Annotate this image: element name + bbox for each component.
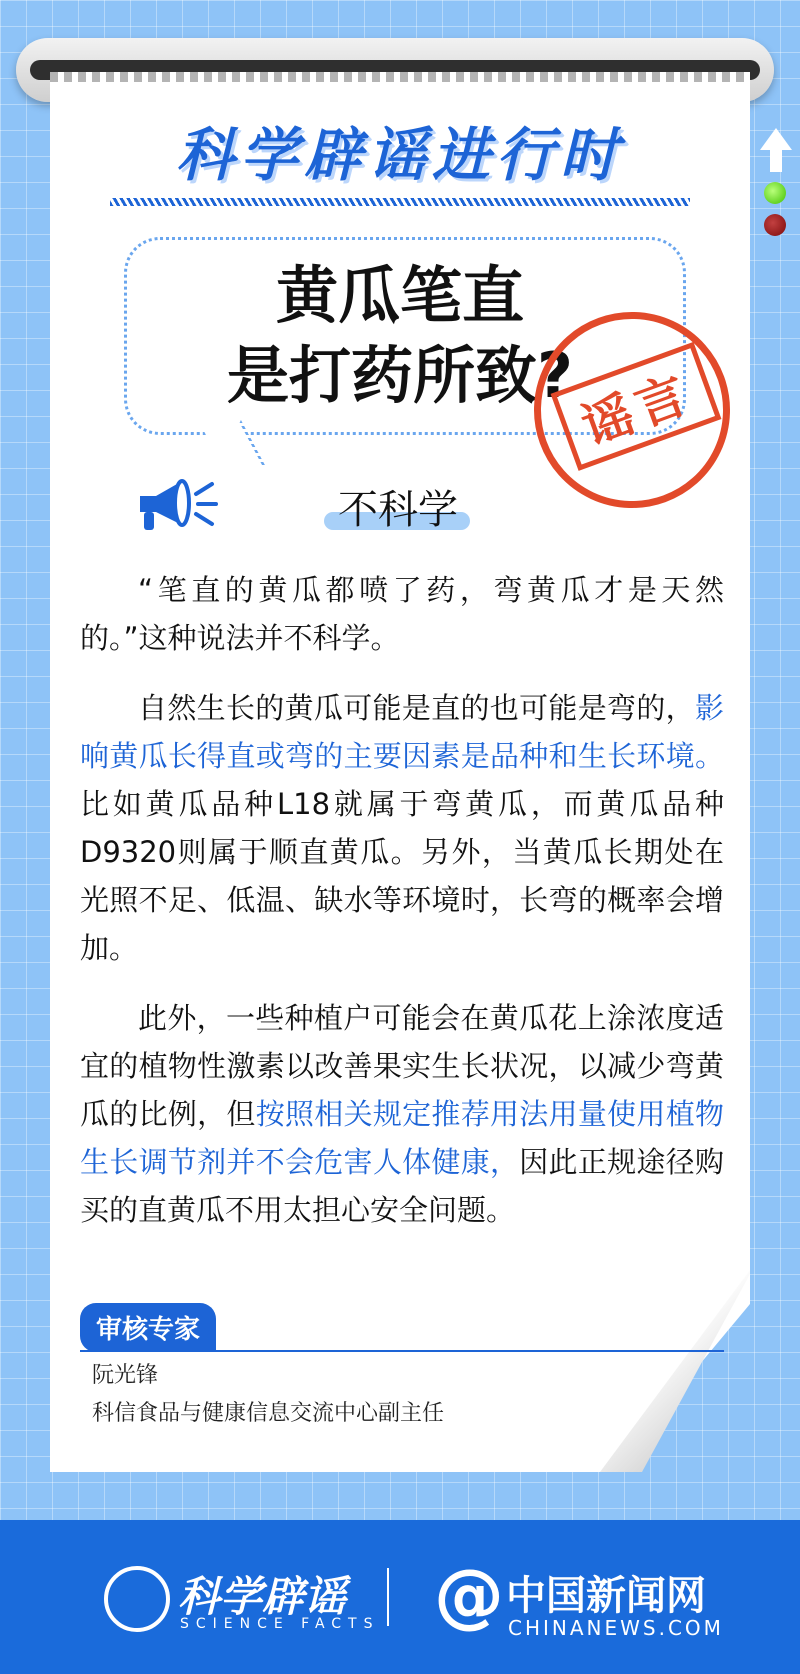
expert-section bbox=[80, 1303, 724, 1428]
paper-perforation bbox=[50, 72, 750, 82]
at-sign-logo-icon: @ bbox=[434, 1554, 504, 1636]
green-dot-icon bbox=[764, 182, 786, 204]
footer bbox=[0, 1520, 800, 1674]
rumor-title-line2: 是打药所致? bbox=[227, 339, 573, 412]
red-dot-icon bbox=[764, 214, 786, 236]
article-p2-text-a: 自然生长的黄瓜可能是直的也可能是弯的， bbox=[138, 691, 695, 725]
science-facts-logo-icon bbox=[104, 1566, 170, 1632]
arrow-up-icon bbox=[758, 128, 790, 172]
article-paragraph-2 bbox=[80, 684, 724, 972]
header-rule bbox=[110, 198, 690, 206]
verdict-label: 不科学 bbox=[338, 487, 458, 533]
verdict bbox=[318, 478, 478, 538]
expert-badge: 审核专家 bbox=[80, 1303, 216, 1352]
chinanews-logo-sub: CHINANEWS.COM bbox=[508, 1616, 724, 1640]
side-icons bbox=[758, 128, 790, 236]
footer-divider bbox=[387, 1568, 389, 1626]
header-title: 科学辟谣进行时 bbox=[175, 121, 624, 189]
expert-title: 科信食品与健康信息交流中心副主任 bbox=[92, 1401, 445, 1426]
expert-name: 阮光锋 bbox=[92, 1363, 159, 1388]
article-p3-text-a: 此外，一些种植户可能会在黄瓜花上涂浓度适宜的植物性激素以改善果实生长状况，以减少弯黄瓜的比例，但 bbox=[80, 1001, 724, 1131]
article-p2-highlight: 影响黄瓜长得直或弯的主要因素是品种和生长环境。 bbox=[80, 691, 724, 773]
article-p2-text-b: 比如黄瓜品种L18就属于弯黄瓜，而黄瓜品种D9320则属于顺直黄瓜。另外，当黄瓜长期处在光照不足、低温、缺水等环境时，长弯的概率会增加。 bbox=[80, 787, 724, 965]
article-p3-highlight: 按照相关规定推荐用法用量使用植物生长调节剂并不会危害人体健康， bbox=[80, 1097, 724, 1179]
science-facts-logo-sub: SCIENCE FACTS bbox=[180, 1616, 380, 1632]
chinanews-logo-main: 中国新闻网 bbox=[506, 1573, 706, 1619]
megaphone-icon bbox=[132, 474, 218, 538]
science-facts-logo-main: 科学辟谣 bbox=[178, 1572, 347, 1621]
article-paragraph-1 bbox=[80, 566, 724, 662]
article-p3-text-b: 因此正规途径购买的直黄瓜不用太担心安全问题。 bbox=[80, 1145, 724, 1227]
rumor-stamp-text: 谣言 bbox=[574, 362, 700, 457]
rumor-stamp-box bbox=[551, 342, 722, 471]
rumor-title-line1: 黄瓜笔直 bbox=[275, 259, 524, 332]
article-body bbox=[80, 566, 724, 1256]
article-paragraph-3 bbox=[80, 994, 724, 1234]
article-p1-text: “笔直的黄瓜都喷了药，弯黄瓜才是天然的。”这种说法并不科学。 bbox=[80, 573, 724, 655]
